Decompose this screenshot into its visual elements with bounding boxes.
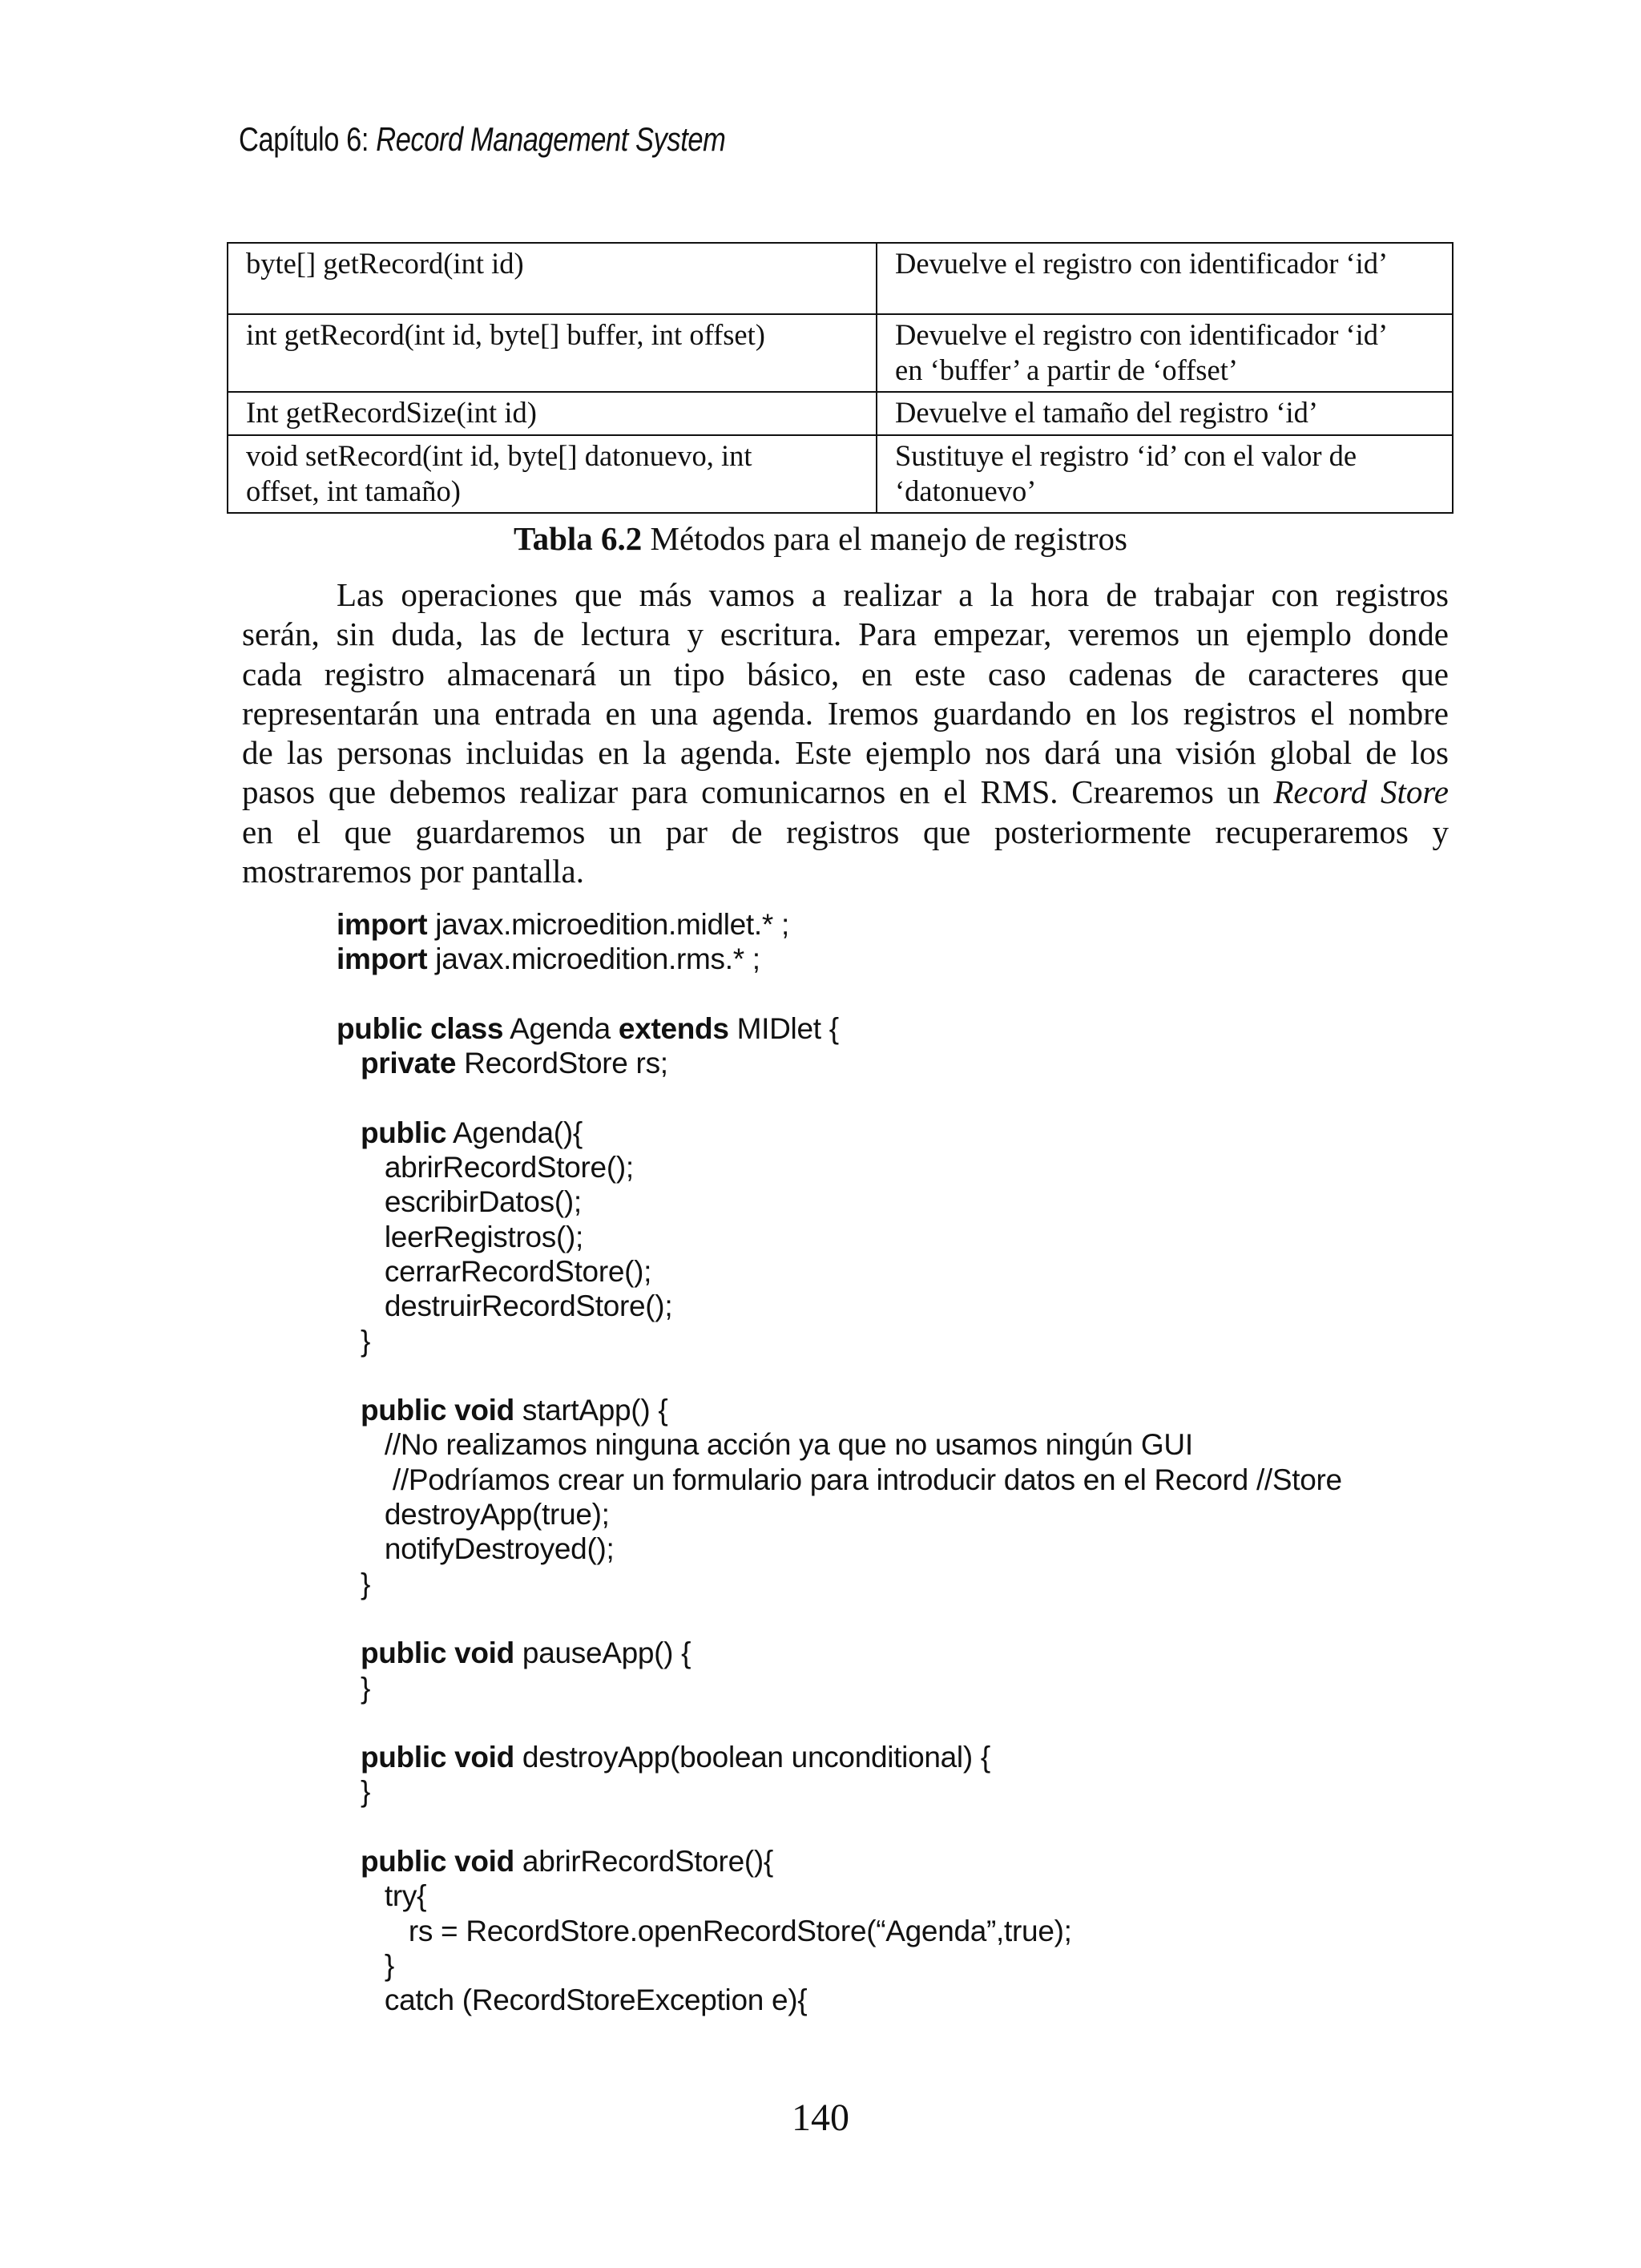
- code-line: public void pauseApp() {: [360, 1636, 691, 1670]
- code-line: }: [384, 1948, 394, 1982]
- code-line: [337, 1601, 1342, 1636]
- paragraph-line: cada registro almacenará un tipo básico, en este caso cadenas de caracteres que: [242, 655, 1449, 692]
- paragraph-line: pasos que debemos realizar para comunicarnos en el RMS. Crearemos un Record Store: [242, 773, 1449, 811]
- table-row: [228, 314, 1453, 392]
- code-line: destroyApp(true);: [384, 1498, 610, 1532]
- code-keyword: public void: [360, 1845, 514, 1879]
- code-listing: [337, 907, 1342, 2018]
- methods-table: [227, 242, 1454, 514]
- running-header: [239, 120, 725, 159]
- paragraph-line: mostraremos por pantalla.: [242, 853, 584, 890]
- table-row: [228, 392, 1453, 435]
- method-signature: Int getRecordSize(int id): [228, 392, 877, 435]
- code-line: abrirRecordStore();: [384, 1151, 634, 1184]
- method-signature: byte[] getRecord(int id): [228, 243, 877, 314]
- code-line: try{: [384, 1879, 427, 1913]
- code-line: escribirDatos();: [384, 1185, 582, 1219]
- code-line: catch (RecordStoreException e){: [384, 1983, 808, 2017]
- code-keyword: import: [337, 942, 428, 976]
- italic-term: Record Store: [1273, 773, 1449, 811]
- body-paragraph: [242, 575, 1449, 891]
- method-signature: void setRecord(int id, byte[] datonuevo, int offset, int tamaño): [228, 435, 877, 513]
- code-keyword: public class: [337, 1011, 504, 1045]
- paragraph-line: de las personas incluidas en la agenda. Este ejemplo nos dará una visión global de los: [242, 734, 1449, 772]
- code-line: //Podríamos crear un formulario para introducir datos en el Record //Store: [392, 1463, 1342, 1496]
- code-line: }: [360, 1324, 371, 1358]
- table-row: [228, 435, 1453, 513]
- page-number: 140: [792, 2096, 849, 2139]
- code-line: cerrarRecordStore();: [384, 1254, 652, 1288]
- code-line: public Agenda(){: [360, 1116, 583, 1149]
- table-row: [228, 243, 1453, 314]
- method-description: Sustituye el registro ‘id’ con el valor de ‘datonuevo’: [877, 435, 1453, 513]
- code-line: [337, 1358, 1342, 1393]
- code-line: [337, 977, 1342, 1011]
- code-line: [337, 1810, 1342, 1844]
- method-description: Devuelve el tamaño del registro ‘id’: [877, 392, 1453, 435]
- code-keyword: extends: [618, 1011, 729, 1045]
- code-line: public void startApp() {: [360, 1394, 668, 1427]
- caption-label: Tabla 6.2: [514, 520, 643, 557]
- code-line: }: [360, 1567, 371, 1600]
- code-line: notifyDestroyed();: [384, 1532, 615, 1566]
- table-caption: [0, 519, 1641, 558]
- paragraph-line: representarán una entrada en una agenda. Iremos guardando en los registros el nombre: [242, 694, 1449, 732]
- caption-text: Métodos para el manejo de registros: [642, 520, 1127, 557]
- method-signature: int getRecord(int id, byte[] buffer, int offset): [228, 314, 877, 392]
- code-line: public void abrirRecordStore(){: [360, 1845, 773, 1879]
- code-line: leerRegistros();: [384, 1220, 583, 1253]
- chapter-label: Capítulo 6:: [239, 120, 377, 158]
- code-line: private RecordStore rs;: [360, 1047, 668, 1080]
- method-description: Devuelve el registro con identificador ‘id’ en ‘buffer’ a partir de ‘offset’: [877, 314, 1453, 392]
- code-line: public void destroyApp(boolean unconditional) {: [360, 1741, 990, 1774]
- code-keyword: private: [360, 1047, 457, 1080]
- code-line: [337, 1705, 1342, 1740]
- code-line: import javax.microedition.midlet.* ;: [337, 908, 789, 941]
- code-line: public class Agenda extends MIDlet {: [337, 1011, 839, 1045]
- code-keyword: public void: [360, 1636, 514, 1670]
- code-line: [337, 1080, 1342, 1115]
- code-line: rs = RecordStore.openRecordStore(“Agenda”,true);: [408, 1914, 1072, 1947]
- code-keyword: public void: [360, 1741, 514, 1774]
- code-keyword: public: [360, 1116, 447, 1149]
- code-line: }: [360, 1671, 371, 1705]
- code-keyword: import: [337, 908, 428, 941]
- code-keyword: public void: [360, 1394, 514, 1427]
- code-line: //No realizamos ninguna acción ya que no usamos ningún GUI: [384, 1428, 1193, 1462]
- paragraph-line: Las operaciones que más vamos a realizar a la hora de trabajar con registros: [337, 576, 1449, 613]
- method-description: Devuelve el registro con identificador ‘id’: [877, 243, 1453, 314]
- code-line: }: [360, 1775, 371, 1809]
- paragraph-line: en el que guardaremos un par de registros que posteriormente recuperaremos y: [242, 813, 1449, 850]
- code-line: destruirRecordStore();: [384, 1289, 673, 1323]
- code-line: import javax.microedition.rms.* ;: [337, 942, 760, 976]
- paragraph-line: serán, sin duda, las de lectura y escritura. Para empezar, veremos un ejemplo donde: [242, 615, 1449, 653]
- chapter-title: Record Management System: [376, 120, 726, 158]
